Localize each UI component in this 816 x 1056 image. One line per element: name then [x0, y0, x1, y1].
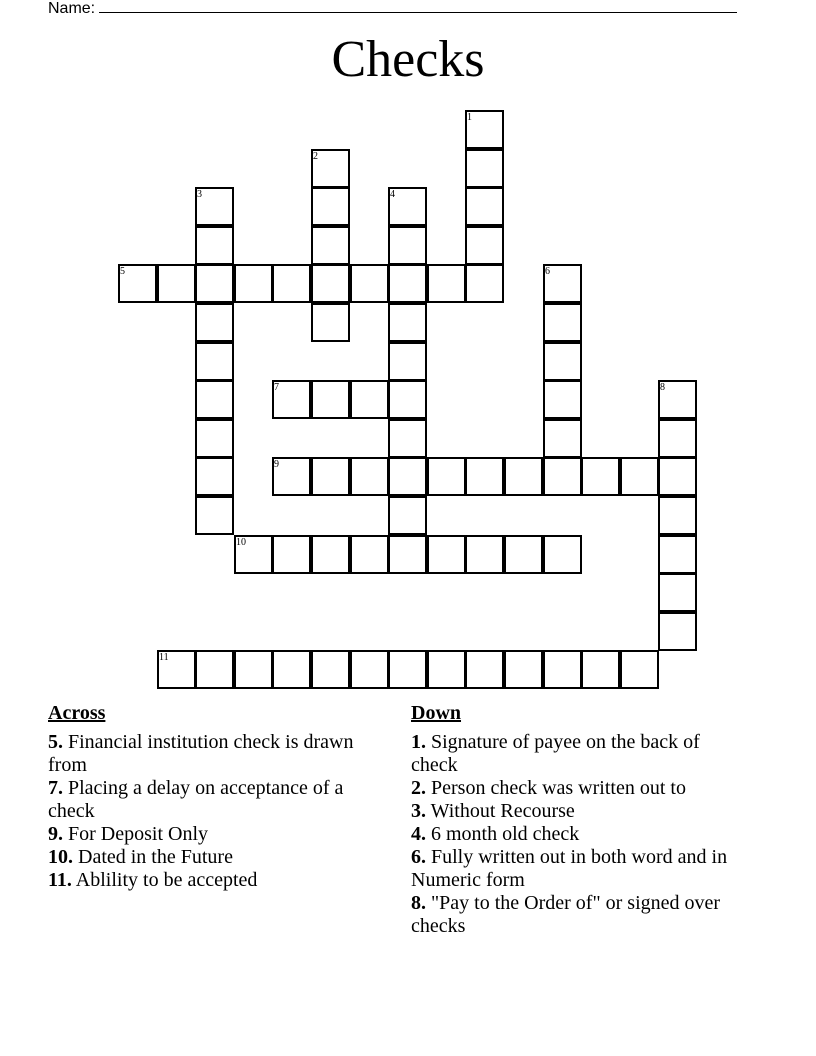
grid-cell[interactable]	[195, 264, 234, 303]
grid-cell[interactable]	[272, 650, 311, 689]
grid-cell[interactable]	[388, 419, 427, 458]
clue-number: 2	[313, 151, 318, 162]
grid-cell[interactable]	[311, 149, 350, 188]
grid-cell[interactable]	[350, 380, 389, 419]
grid-cell[interactable]	[427, 650, 466, 689]
grid-cell[interactable]	[658, 612, 697, 651]
grid-cell[interactable]	[388, 650, 427, 689]
clue-item-text: For Deposit Only	[63, 823, 208, 845]
grid-cell[interactable]	[658, 573, 697, 612]
grid-cell[interactable]	[311, 264, 350, 303]
down-clue-list	[411, 731, 751, 938]
grid-cell[interactable]	[195, 419, 234, 458]
grid-cell[interactable]	[658, 535, 697, 574]
grid-cell[interactable]	[465, 187, 504, 226]
grid-cell[interactable]	[427, 264, 466, 303]
grid-cell[interactable]	[350, 457, 389, 496]
grid-cell[interactable]	[465, 149, 504, 188]
clue-item-text: Without Recourse	[426, 800, 575, 822]
grid-cell[interactable]	[465, 110, 504, 149]
grid-cell[interactable]	[272, 535, 311, 574]
grid-cell[interactable]	[234, 650, 273, 689]
clue-item	[48, 777, 378, 823]
clue-number: 5	[120, 266, 125, 277]
grid-cell[interactable]	[427, 457, 466, 496]
grid-cell[interactable]	[311, 650, 350, 689]
grid-cell[interactable]	[157, 650, 196, 689]
down-heading: Down	[411, 702, 462, 724]
grid-cell[interactable]	[272, 380, 311, 419]
grid-cell[interactable]	[504, 535, 543, 574]
clue-item	[411, 800, 751, 823]
grid-cell[interactable]	[195, 650, 234, 689]
across-heading: Across	[48, 702, 106, 724]
across-clue-list	[48, 731, 378, 892]
grid-cell[interactable]	[620, 457, 659, 496]
grid-cell[interactable]	[195, 457, 234, 496]
clue-item-text: Ablility to be accepted	[71, 869, 258, 891]
clue-item-number: 5.	[48, 731, 63, 753]
grid-cell[interactable]	[658, 419, 697, 458]
clue-item-number: 3.	[411, 800, 426, 822]
grid-cell[interactable]	[543, 380, 582, 419]
grid-cell[interactable]	[311, 535, 350, 574]
grid-cell[interactable]	[272, 264, 311, 303]
clue-item-text: Person check was written out to	[426, 777, 686, 799]
grid-cell[interactable]	[465, 264, 504, 303]
grid-cell[interactable]	[195, 496, 234, 535]
clue-number: 4	[390, 189, 395, 200]
across-clues	[48, 702, 378, 892]
clue-item-number: 4.	[411, 823, 426, 845]
grid-cell[interactable]	[658, 496, 697, 535]
clue-number: 6	[545, 266, 550, 277]
clue-number: 9	[274, 459, 279, 470]
clue-item	[48, 731, 378, 777]
clue-item	[411, 846, 751, 892]
clue-number: 3	[197, 189, 202, 200]
grid-cell[interactable]	[543, 419, 582, 458]
clue-item-text: Placing a delay on acceptance of a check	[48, 777, 344, 822]
down-clues	[411, 702, 751, 938]
page-title: Checks	[331, 31, 485, 88]
clue-number: 10	[236, 537, 246, 548]
grid-cell[interactable]	[543, 303, 582, 342]
clue-item-number: 11.	[48, 869, 72, 891]
grid-cell[interactable]	[465, 226, 504, 265]
grid-cell[interactable]	[620, 650, 659, 689]
grid-cell[interactable]	[350, 650, 389, 689]
name-label: Name:	[48, 0, 96, 17]
grid-cell[interactable]	[311, 380, 350, 419]
clue-item-text: Signature of payee on the back of check	[411, 731, 700, 776]
clue-item-number: 6.	[411, 846, 426, 868]
clue-item-text: 6 month old check	[426, 823, 580, 845]
grid-cell[interactable]	[195, 380, 234, 419]
clue-item-number: 10.	[48, 846, 73, 868]
clue-number: 8	[660, 382, 665, 393]
clue-item-number: 8.	[411, 892, 426, 914]
grid-cell[interactable]	[581, 650, 620, 689]
clue-item-text: Financial institution check is drawn from	[48, 731, 354, 776]
clue-number: 7	[274, 382, 279, 393]
grid-cell[interactable]	[234, 535, 273, 574]
clue-number: 1	[467, 112, 472, 123]
clue-item	[411, 777, 751, 800]
grid-cell[interactable]	[118, 264, 157, 303]
grid-cell[interactable]	[195, 187, 234, 226]
grid-cell[interactable]	[543, 457, 582, 496]
clue-item	[48, 823, 378, 846]
grid-cell[interactable]	[388, 380, 427, 419]
grid-cell[interactable]	[157, 264, 196, 303]
grid-cell[interactable]	[311, 226, 350, 265]
clue-item-text: Fully written out in both word and in Numeric form	[411, 846, 728, 891]
grid-cell[interactable]	[465, 650, 504, 689]
grid-cell[interactable]	[311, 187, 350, 226]
grid-cell[interactable]	[658, 457, 697, 496]
clue-item	[411, 731, 751, 777]
grid-cell[interactable]	[195, 303, 234, 342]
clue-item	[48, 846, 378, 869]
clue-item	[411, 892, 751, 938]
grid-cell[interactable]	[658, 380, 697, 419]
grid-cell[interactable]	[465, 457, 504, 496]
grid-cell[interactable]	[388, 457, 427, 496]
grid-cell[interactable]	[581, 457, 620, 496]
grid-cell[interactable]	[272, 457, 311, 496]
clue-item-text: Dated in the Future	[73, 846, 233, 868]
clue-item-number: 9.	[48, 823, 63, 845]
clue-item-text: "Pay to the Order of" or signed over checks	[411, 892, 721, 937]
grid-cell[interactable]	[465, 535, 504, 574]
grid-cell[interactable]	[388, 496, 427, 535]
clue-item-number: 1.	[411, 731, 426, 753]
clue-number: 11	[159, 652, 169, 663]
clue-item-number: 7.	[48, 777, 63, 799]
grid-cell[interactable]	[350, 535, 389, 574]
grid-cell[interactable]	[234, 264, 273, 303]
grid-cell[interactable]	[195, 342, 234, 381]
grid-cell[interactable]	[311, 457, 350, 496]
clue-item-number: 2.	[411, 777, 426, 799]
grid-cell[interactable]	[543, 342, 582, 381]
grid-cell[interactable]	[388, 187, 427, 226]
grid-cell[interactable]	[543, 264, 582, 303]
grid-cell[interactable]	[311, 303, 350, 342]
grid-cell[interactable]	[543, 535, 582, 574]
grid-cell[interactable]	[504, 457, 543, 496]
grid-cell[interactable]	[388, 535, 427, 574]
grid-cell[interactable]	[350, 264, 389, 303]
grid-cell[interactable]	[388, 342, 427, 381]
grid-cell[interactable]	[427, 535, 466, 574]
grid-cell[interactable]	[504, 650, 543, 689]
grid-cell[interactable]	[388, 226, 427, 265]
grid-cell[interactable]	[388, 303, 427, 342]
grid-cell[interactable]	[388, 264, 427, 303]
grid-cell[interactable]	[543, 650, 582, 689]
clue-item	[48, 869, 378, 892]
grid-cell[interactable]	[195, 226, 234, 265]
clue-item	[411, 823, 751, 846]
